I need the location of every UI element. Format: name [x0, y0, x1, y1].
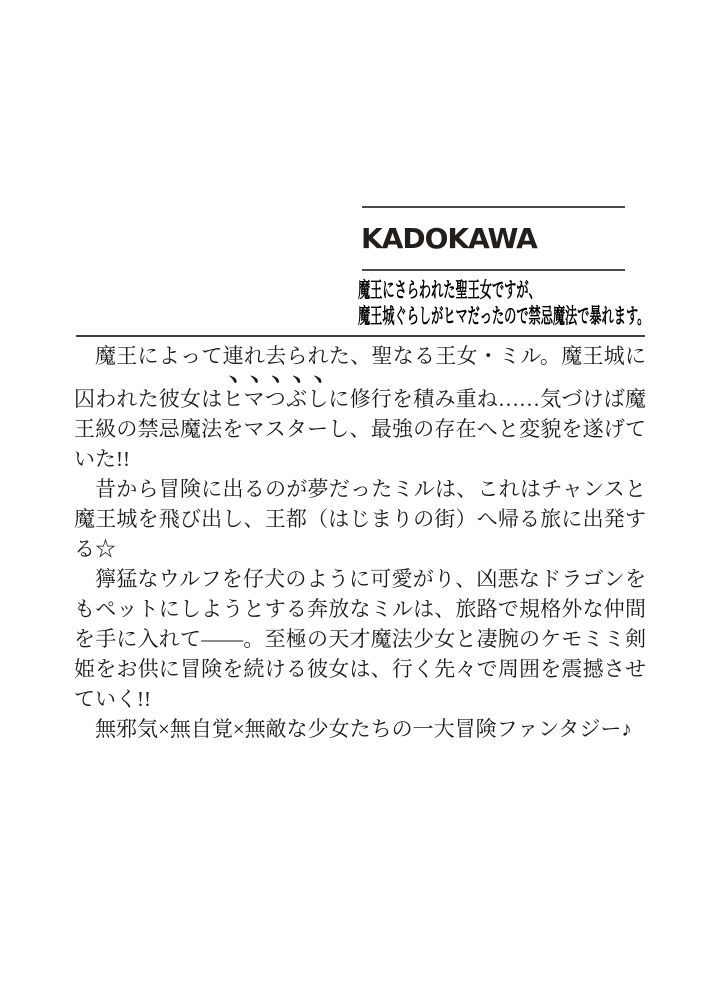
- divider-above-title: [362, 269, 625, 271]
- synopsis-paragraph-3: 獰猛なウルフを仔犬のように可愛がり、凶悪なドラゴンをもペットにしようとする奔放なミルは、旅路で規格外な仲間を手に入れて——。至極の天才魔法少女と凄腕のケモミミ剣姫をお供に冒険を続ける彼女は、行く先々で周囲を震撼させていく!!: [74, 567, 646, 711]
- book-title: [358, 277, 649, 329]
- synopsis-p1-post: に修行を積み重ね……気づけば魔王級の禁忌魔法をマスターし、最強の存在へと変貌を遂げていた!!: [74, 387, 647, 471]
- kadokawa-logo: KADOKAWA: [361, 222, 537, 255]
- synopsis: [74, 341, 646, 744]
- divider-above-logo: [362, 206, 625, 208]
- synopsis-paragraph-1: [74, 341, 646, 474]
- synopsis-paragraph-4: 無邪気×無自覚×無敵な少女たちの一大冒険ファンタジー♪: [95, 717, 632, 741]
- synopsis-paragraph-2: 昔から冒険に出るのが夢だったミルは、これはチャンスと魔王城を飛び出し、王都（はじまりの街）へ帰る旅に出発する☆: [74, 477, 646, 561]
- divider-above-synopsis: [76, 335, 645, 337]
- synopsis-p1-emphasized-text: ヒマつぶし: [222, 387, 329, 411]
- synopsis-p1-pre: 魔王によって連れ去られた、聖なる王女・ミル。魔王城に囚われた彼女は: [74, 344, 646, 411]
- book-title-line2: 魔王城ぐらしがヒマだったので禁忌魔法で暴れます。: [358, 304, 650, 328]
- book-title-line1: 魔王にさらわれた聖王女ですが、: [358, 278, 541, 302]
